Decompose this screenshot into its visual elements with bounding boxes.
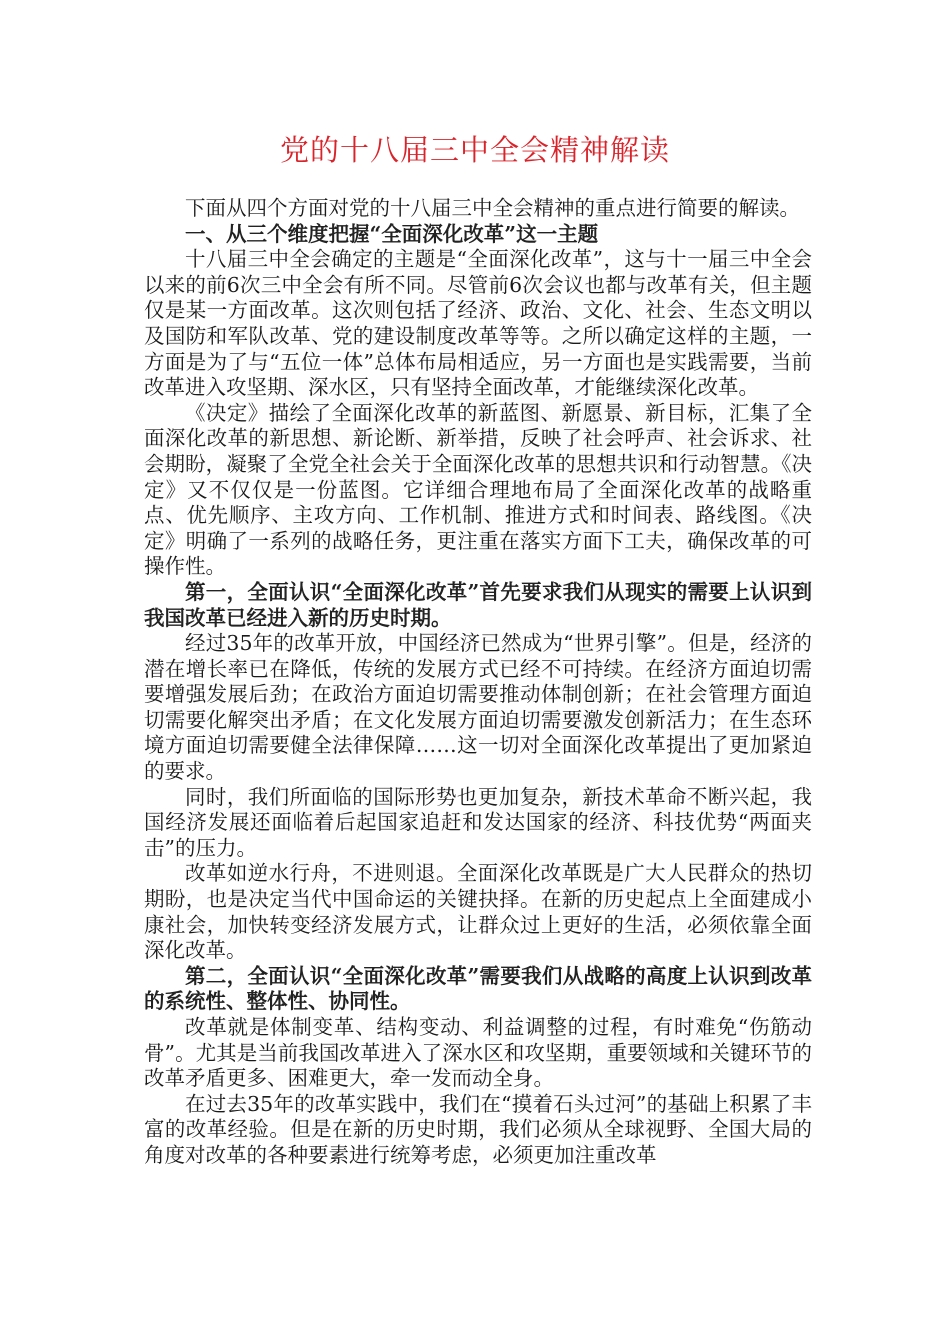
document-title: 党的十八届三中全会精神解读 <box>279 133 670 167</box>
body-paragraph: 下面从四个方面对党的十八届三中全会精神的重点进行简要的解读。 <box>185 196 800 220</box>
section-heading: 第一，全面认识“全面深化改革”首先要求我们从现实的需要上认识到我国改革已经进入新的历史时期。 <box>144 579 812 630</box>
body-paragraph: 同时，我们所面临的国际形势也更加复杂，新技术革命不断兴起，我国经济发展还面临着后起国家追赶和发达国家的经济、科技优势“两面夹击”的压力。 <box>144 784 812 860</box>
body-paragraph: 改革如逆水行舟，不进则退。全面深化改革既是广大人民群众的热切期盼，也是决定当代中国命运的关键抉择。在新的历史起点上全面建成小康社会，加快转变经济发展方式，让群众过上更好的生活，必须依靠全面深化改革。 <box>144 861 812 963</box>
section-heading: 一、从三个维度把握“全面深化改革”这一主题 <box>185 221 599 246</box>
body-paragraph: 《决定》描绘了全面深化改革的新蓝图、新愿景、新目标，汇集了全面深化改革的新思想、新论断、新举措，反映了社会呼声、社会诉求、社会期盼，凝聚了全党全社会关于全面深化改革的思想共识和行动智慧。《决定》又不仅仅是一份蓝图。它详细合理地布局了全面深化改革的战略重点、优先顺序、主攻方向、工作机制、推进方式和时间表、路线图。《决定》明确了一系列的战略任务，更注重在落实方面下工夫，确保改革的可操作性。 <box>144 400 812 579</box>
section-heading: 第二，全面认识“全面深化改革”需要我们从战略的高度上认识到改革的系统性、整体性、协同性。 <box>144 963 812 1014</box>
body-paragraph: 十八届三中全会确定的主题是“全面深化改革”，这与十一届三中全会以来的前6次三中全会有所不同。尽管前6次会议也都与改革有关，但主题仅是某一方面改革。这次则包括了经济、政治、文化、社会、生态文明以及国防和军队改革、党的建设制度改革等等。之所以确定这样的主题，一方面是为了与“五位一体”总体布局相适应，另一方面也是实践需要，当前改革进入攻坚期、深水区，只有坚持全面改革，才能继续深化改革。 <box>144 247 812 400</box>
body-paragraph: 经过35年的改革开放，中国经济已然成为“世界引擎”。但是，经济的潜在增长率已在降低，传统的发展方式已经不可持续。在经济方面迫切需要增强发展后劲；在政治方面迫切需要推动体制创新；在社会管理方面迫切需要化解突出矛盾；在文化发展方面迫切需要激发创新活力；在生态环境方面迫切需要健全法律保障……这一切对全面深化改革提出了更加紧迫的要求。 <box>144 631 812 784</box>
body-paragraph: 在过去35年的改革实践中，我们在“摸着石头过河”的基础上积累了丰富的改革经验。但是在新的历史时期，我们必须从全球视野、全国大局的角度对改革的各种要素进行统筹考虑，必须更加注重改革 <box>144 1091 812 1167</box>
body-paragraph: 改革就是体制变革、结构变动、利益调整的过程，有时难免“伤筋动骨”。尤其是当前我国改革进入了深水区和攻坚期，重要领域和关键环节的改革矛盾更多、困难更大，牵一发而动全身。 <box>144 1015 812 1091</box>
document-body <box>144 196 812 1169</box>
